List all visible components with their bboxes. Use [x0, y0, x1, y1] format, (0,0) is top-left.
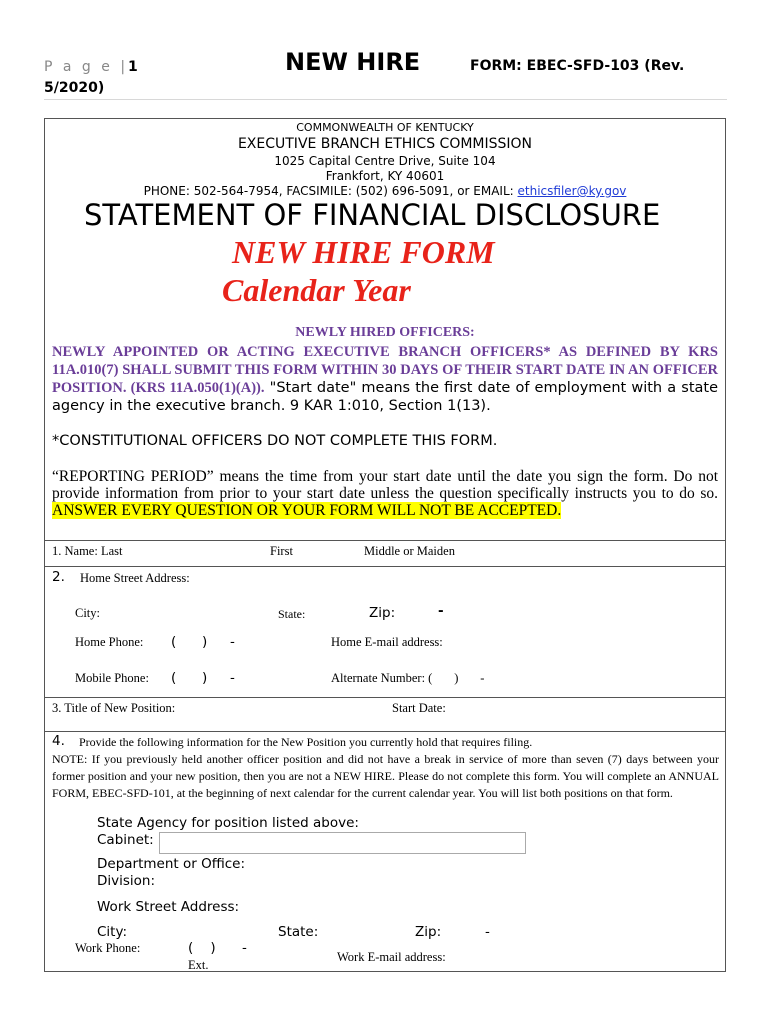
work-state-label: State: — [278, 924, 319, 940]
divider-section2 — [44, 566, 726, 567]
divider-section4 — [44, 731, 726, 732]
state-agency-label: State Agency for position listed above: — [97, 815, 359, 831]
agency-commonwealth: COMMONWEALTH OF KENTUCKY — [296, 121, 474, 134]
section4-number: 4. — [52, 733, 65, 749]
agency-city: Frankfort, KY 40601 — [325, 169, 445, 183]
division-label: Division: — [97, 873, 156, 889]
form-id: FORM: EBEC-SFD-103 (Rev. — [470, 58, 685, 74]
instructions-paragraph — [52, 343, 718, 415]
section4-intro: Provide the following information for the New Position you currently hold that requires filing. — [79, 735, 533, 749]
agency-contact-text: PHONE: 502-564-7954, FACSIMILE: (502) 696-5091, or EMAIL: — [143, 184, 518, 198]
section2-number: 2. — [52, 569, 65, 585]
home-phone-dash: - — [230, 634, 235, 650]
page-label: P a g e | — [44, 59, 129, 75]
home-state-label: State: — [278, 607, 306, 621]
page-number — [44, 58, 138, 76]
agency-email-link[interactable]: ethicsfiler@ky.gov — [517, 184, 627, 198]
answer-every-question-warning: ANSWER EVERY QUESTION OR YOUR FORM WILL NOT BE ACCEPTED. — [52, 502, 562, 519]
header-divider — [44, 99, 727, 100]
reporting-period-text: “REPORTING PERIOD” means the time from your start date until the date you sign the form. Do not provide information from prior to your start date unless the question specifically instructs you to do so. — [52, 468, 718, 502]
home-email-label: Home E-mail address: — [331, 635, 443, 649]
start-date-definition: "Start date" means the first date of employment with a state agency in the executive branch. 9 KAR 1:010, Section 1(13). — [52, 380, 719, 414]
work-phone-dash: - — [242, 940, 247, 956]
officer-requirement: NEWLY APPOINTED OR ACTING EXECUTIVE BRANCH OFFICERS* AS DEFINED BY KRS 11A.010(7) SHALL SUBMIT THIS FORM WITHIN 30 DAYS OF THEIR START DATE IN AN OFFICER POSITION. (KRS 11A.050(1)(A)). — [52, 344, 718, 396]
work-address-label: Work Street Address: — [97, 899, 240, 915]
cabinet-input[interactable] — [159, 832, 526, 854]
divider-instructions — [44, 540, 726, 541]
position-title-label: 3. Title of New Position: — [52, 701, 176, 715]
work-phone-label: Work Phone: — [75, 941, 141, 955]
mobile-phone-label: Mobile Phone: — [75, 671, 149, 685]
home-zip-dash: - — [438, 603, 444, 619]
alternate-number-label: Alternate Number: ( ) - — [331, 671, 485, 685]
agency-address: 1025 Capital Centre Drive, Suite 104 — [274, 154, 496, 168]
work-phone-ext-label: Ext. — [188, 958, 209, 972]
form-revision: 5/2020) — [44, 80, 105, 96]
work-zip-label: Zip: — [415, 924, 442, 940]
work-city-label: City: — [97, 924, 128, 940]
cabinet-label: Cabinet: — [97, 832, 154, 848]
department-label: Department or Office: — [97, 856, 246, 872]
divider-section3 — [44, 697, 726, 698]
calendar-year-title: Calendar Year — [222, 272, 411, 308]
main-title: STATEMENT OF FINANCIAL DISCLOSURE — [84, 198, 661, 232]
work-email-label: Work E-mail address: — [337, 950, 446, 964]
home-city-label: City: — [75, 606, 101, 620]
home-address-label: Home Street Address: — [80, 571, 190, 585]
header-title: NEW HIRE — [285, 48, 421, 76]
home-zip-label: Zip: — [369, 605, 396, 621]
agency-contact — [44, 184, 726, 198]
start-date-label: Start Date: — [392, 701, 446, 715]
reporting-period-paragraph — [52, 468, 718, 519]
newly-hired-heading: NEWLY HIRED OFFICERS: — [295, 325, 475, 340]
mobile-phone-dash: - — [230, 670, 235, 686]
home-phone-area: ( ) — [171, 634, 208, 650]
name-first-label: First — [270, 544, 293, 558]
work-zip-dash: - — [485, 924, 490, 940]
home-phone-label: Home Phone: — [75, 635, 144, 649]
name-last-label: 1. Name: Last — [52, 544, 123, 558]
constitutional-note: *CONSTITUTIONAL OFFICERS DO NOT COMPLETE THIS FORM. — [52, 433, 498, 449]
name-middle-label: Middle or Maiden — [364, 544, 455, 558]
agency-name: EXECUTIVE BRANCH ETHICS COMMISSION — [237, 136, 533, 152]
section4-note: NOTE: If you previously held another officer position and did not have a break in service of more than seven (7) days between your former position and your new position, then you are not a NEW HIRE. Please do not complete this form. You will complete an ANNUAL FORM, EBEC-SFD-101, at the beginning of next calendar for the current calendar year. You will list both positions on that form. — [52, 752, 719, 800]
page-number-value: 1 — [128, 59, 138, 75]
work-phone-area: ( ) — [188, 940, 216, 956]
mobile-phone-area: ( ) — [171, 670, 208, 686]
new-hire-form-title: NEW HIRE FORM — [232, 234, 495, 270]
